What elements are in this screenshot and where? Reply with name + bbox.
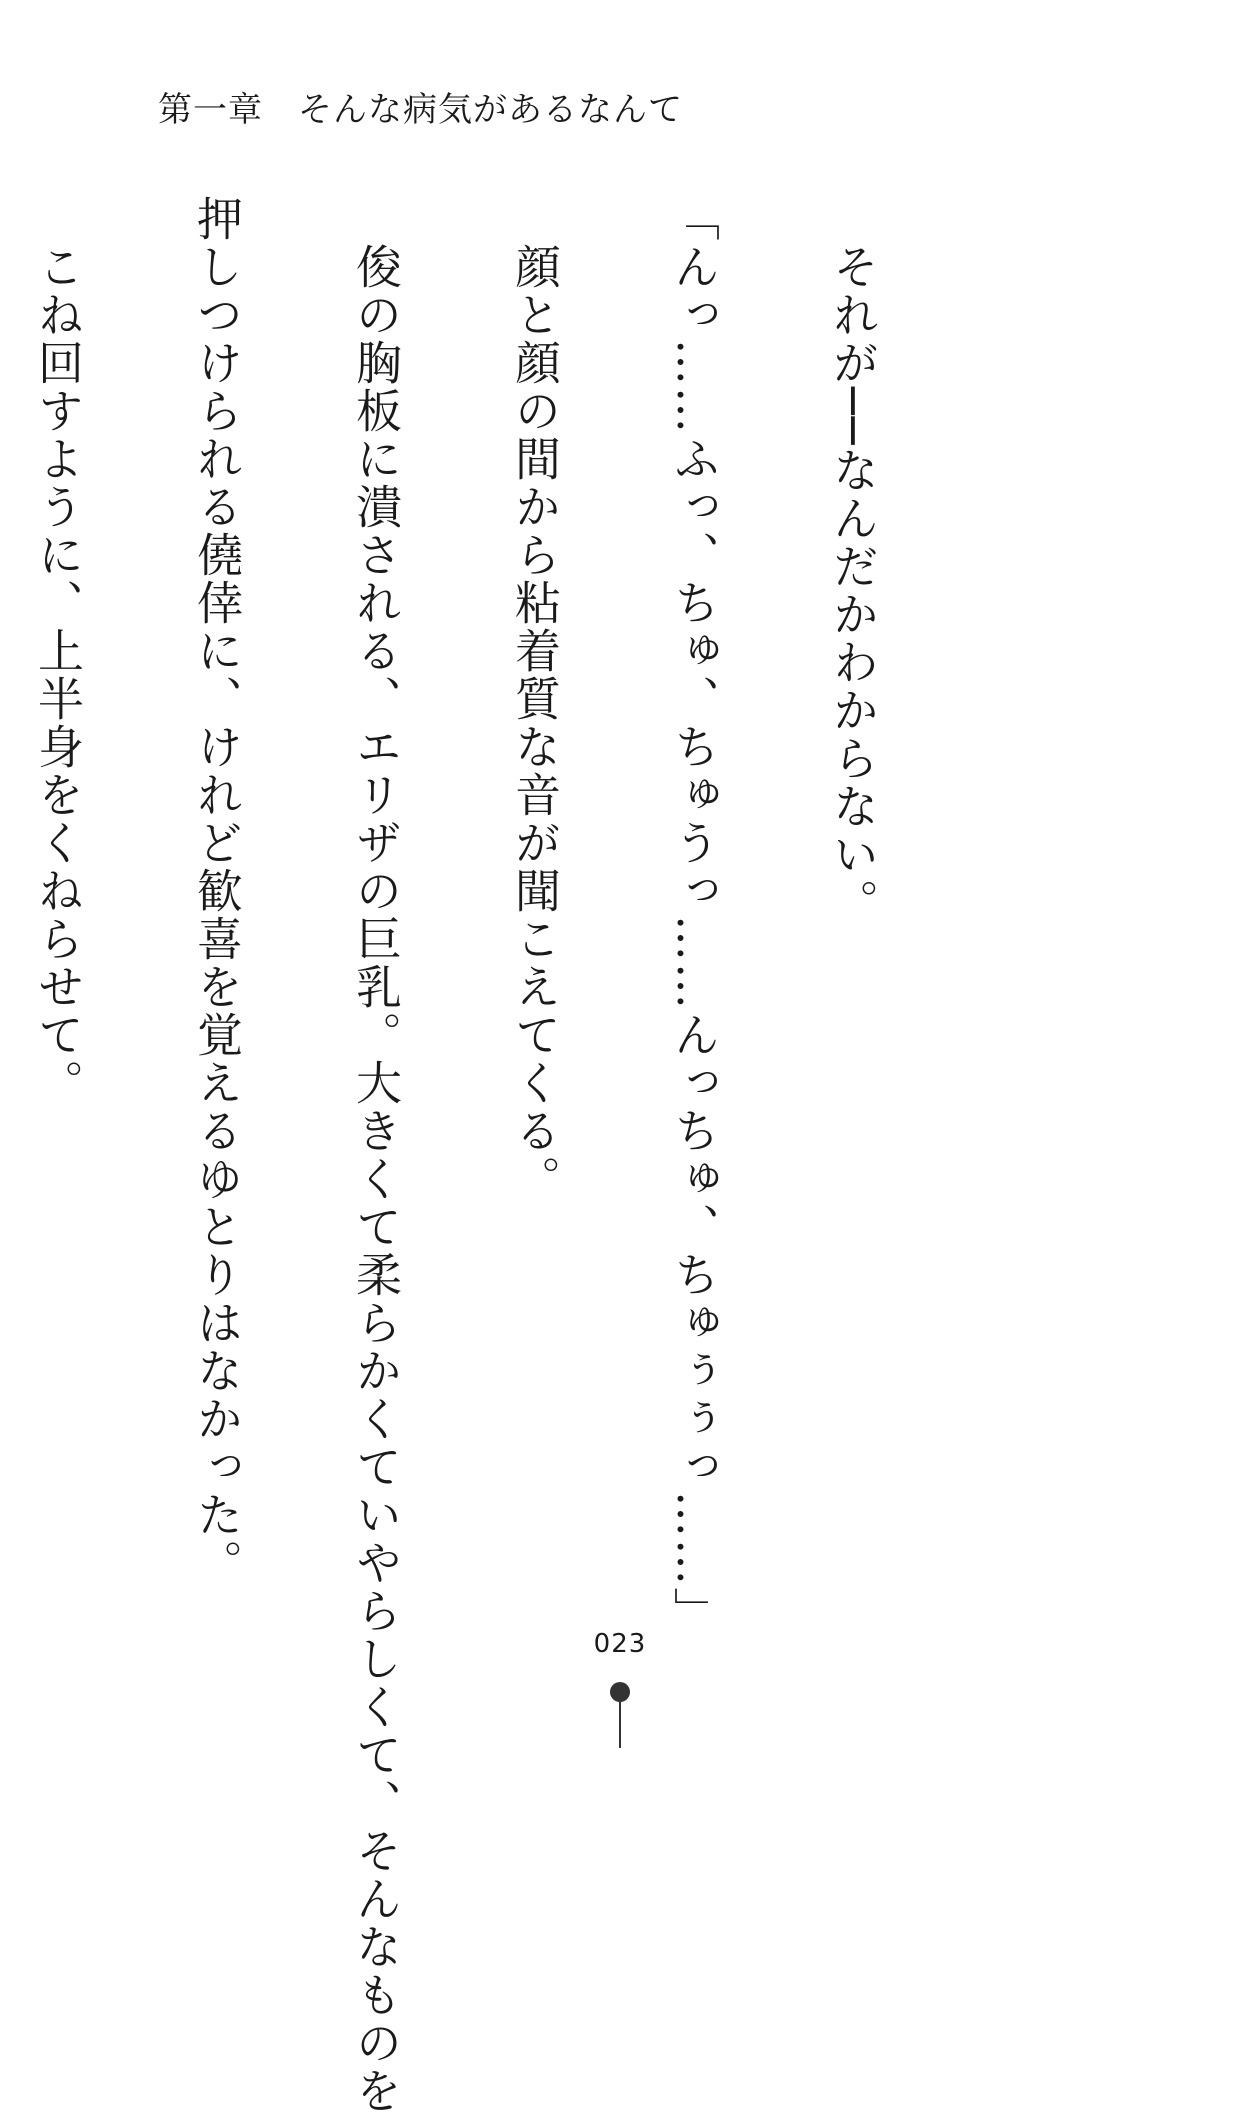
text-line-6: こね回すように、上半身をくねらせて。: [31, 195, 85, 1107]
text-line-1: それが──なんだかわからない。: [826, 195, 880, 927]
chapter-title: 第一章 そんな病気があるなんて: [158, 90, 683, 130]
text-line-5: 押しつけられる僥倖に、けれど歓喜を覚えるゆとりはなかった。: [190, 195, 244, 1587]
text-line-3: 顔と顔の間から粘着質な音が聞こえてくる。: [508, 195, 562, 1203]
page-marker-dot: [610, 1682, 630, 1702]
page-marker-line: [619, 1700, 621, 1748]
page-number: 023: [593, 1629, 647, 1659]
text-line-2: 「んっ……ふっ、ちゅ、ちゅうっ……んっちゅ、ちゅぅぅっ……」: [667, 195, 721, 1635]
text-line-4: 俊の胸板に潰される、エリザの巨乳。大きくて柔らかくていやらしくて、そんなものを: [349, 195, 403, 2115]
